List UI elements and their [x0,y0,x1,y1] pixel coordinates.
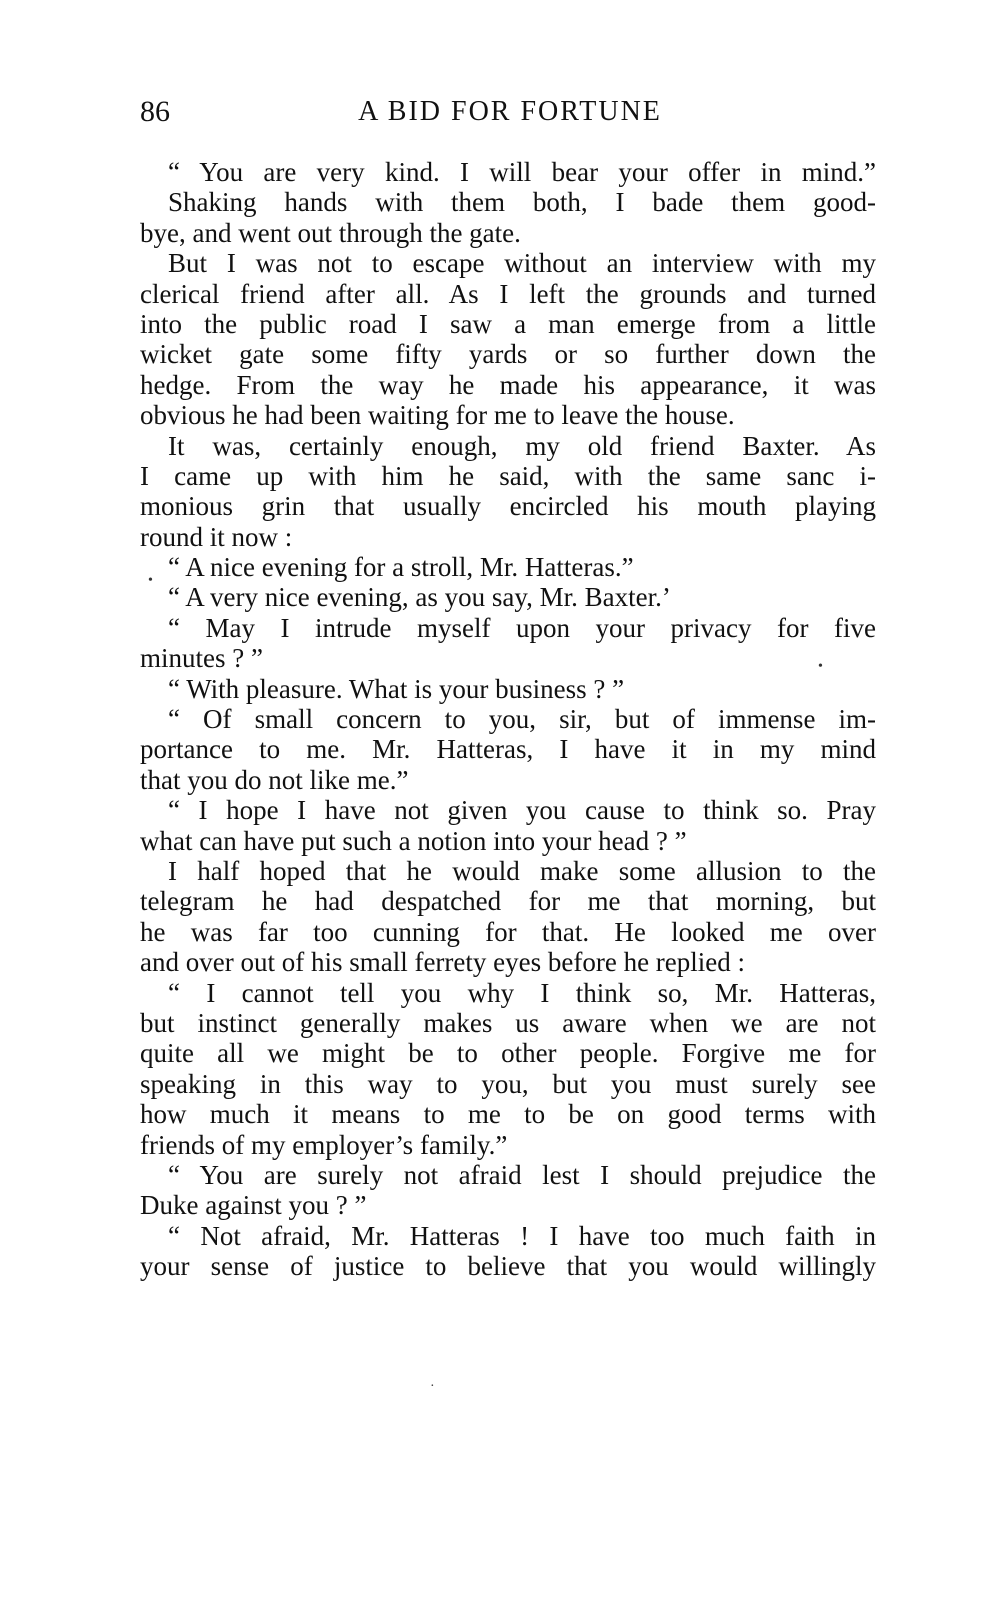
text-line: I came up with him he said, with the same sanc i- [140,460,876,491]
text-line: “ I cannot tell you why I think so, Mr. Hatteras, [168,977,876,1008]
text-line: portance to me. Mr. Hatteras, I have it in my mind [140,734,876,765]
text-line: he was far too cunning for that. He looked me over [140,916,876,947]
text-line: friends of my employer’s family.” [140,1129,508,1160]
text-line: “ Not afraid, Mr. Hatteras ! I have too much faith in [168,1220,876,1251]
text-line: how much it means to me to be on good terms with [140,1099,876,1130]
text-line: Duke against you ? ” [140,1190,367,1221]
running-title: A BID FOR FORTUNE [358,96,662,127]
ink-speck: • [148,573,153,588]
text-line: “ Of small concern to you, sir, but of immense im- [168,704,876,735]
text-line: wicket gate some fifty yards or so further down the [140,339,876,370]
text-line: “ I hope I have not given you cause to think so. Pray [168,795,876,826]
text-line: “ A nice evening for a stroll, Mr. Hatteras.” [168,552,634,583]
text-line: your sense of justice to believe that you would willingly [140,1251,876,1282]
body-text [140,157,876,1281]
text-line: and over out of his small ferrety eyes before he replied : [140,947,746,978]
text-line: minutes ? ” [140,643,263,674]
ink-speck: · [430,1379,435,1394]
text-line: that you do not like me.” [140,764,409,795]
text-line: I half hoped that he would make some allusion to the [168,855,876,886]
text-line: clerical friend after all. As I left the grounds and turned [140,278,876,309]
text-line: but instinct generally makes us aware when we are not [140,1007,876,1038]
text-line: bye, and went out through the gate. [140,217,521,248]
text-line: into the public road I saw a man emerge from a little [140,308,876,339]
text-line: “ With pleasure. What is your business ? ” [168,673,625,704]
page-number: 86 [140,95,170,128]
text-line: hedge. From the way he made his appearance, it was [140,369,876,400]
text-line: quite all we might be to other people. Forgive me for [140,1038,876,1069]
running-head [140,92,880,132]
text-line: “ A very nice evening, as you say, Mr. Baxter.’ [168,582,671,613]
text-line: obvious he had been waiting for me to leave the house. [140,400,735,431]
text-line: what can have put such a notion into your head ? ” [140,825,687,856]
text-line: It was, certainly enough, my old friend Baxter. As [168,430,876,461]
text-line: “ You are very kind. I will bear your offer in mind.” [168,157,876,187]
ink-speck: • [818,659,823,674]
text-line: But I was not to escape without an interview with my [168,248,876,279]
text-line: Shaking hands with them both, I bade them good- [168,187,876,218]
text-line: telegram he had despatched for me that morning, but [140,886,876,917]
text-line: monious grin that usually encircled his mouth playing [140,491,876,522]
text-line: round it now : [140,521,293,552]
text-line: speaking in this way to you, but you must surely see [140,1068,876,1099]
text-line: “ You are surely not afraid lest I should prejudice the [168,1159,876,1190]
text-line: “ May I intrude myself upon your privacy for five [168,612,876,643]
